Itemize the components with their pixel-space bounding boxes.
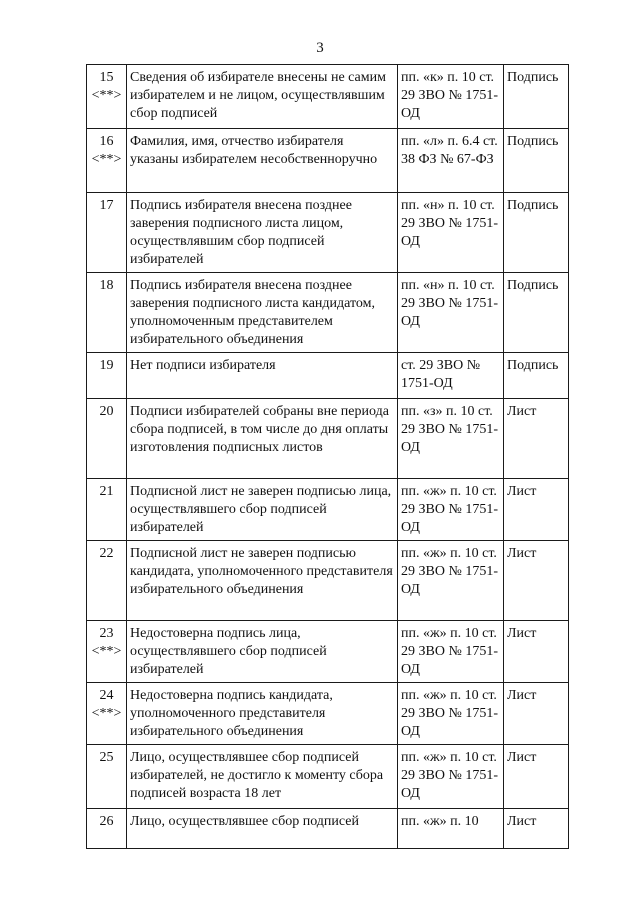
row-legal-reference: пп. «к» п. 10 ст. 29 ЗВО № 1751-ОД	[398, 65, 504, 129]
row-invalidation-type: Подпись	[504, 273, 569, 353]
row-description: Недостоверна подпись лица, осуществлявшего сбор подписей избирателей	[127, 621, 398, 683]
row-legal-reference: пп. «з» п. 10 ст. 29 ЗВО № 1751-ОД	[398, 399, 504, 479]
row-description: Подпись избирателя внесена позднее заверения подписного листа кандидатом, уполномоченным представителем избирательного объединения	[127, 273, 398, 353]
table-row	[87, 745, 569, 809]
table-row	[87, 353, 569, 399]
table-row	[87, 129, 569, 193]
row-invalidation-type: Подпись	[504, 129, 569, 193]
row-description: Подпись избирателя внесена позднее заверения подписного листа лицом, осуществлявшим сбор подписей избирателей	[127, 193, 398, 273]
table-row	[87, 399, 569, 479]
row-number: 17	[87, 193, 127, 273]
row-description: Подписи избирателей собраны вне периода сбора подписей, в том числе до дня оплаты изготовления подписных листов	[127, 399, 398, 479]
row-number: 16 <**>	[87, 129, 127, 193]
row-description: Сведения об избирателе внесены не самим избирателем и не лицом, осуществлявшим сбор подписей	[127, 65, 398, 129]
row-invalidation-type: Лист	[504, 479, 569, 541]
table-row	[87, 683, 569, 745]
row-invalidation-type: Подпись	[504, 193, 569, 273]
row-invalidation-type: Лист	[504, 621, 569, 683]
row-legal-reference: пп. «ж» п. 10 ст. 29 ЗВО № 1751-ОД	[398, 683, 504, 745]
row-invalidation-type: Подпись	[504, 353, 569, 399]
page-number: 3	[316, 40, 324, 56]
table-row	[87, 809, 569, 849]
row-number: 21	[87, 479, 127, 541]
row-legal-reference: пп. «л» п. 6.4 ст. 38 ФЗ № 67-ФЗ	[398, 129, 504, 193]
row-number: 22	[87, 541, 127, 621]
row-description: Лицо, осуществлявшее сбор подписей избирателей, не достигло к моменту сбора подписей возраста 18 лет	[127, 745, 398, 809]
row-number: 19	[87, 353, 127, 399]
table-row	[87, 273, 569, 353]
row-invalidation-type: Лист	[504, 541, 569, 621]
table-row	[87, 193, 569, 273]
table-row	[87, 479, 569, 541]
row-invalidation-type: Подпись	[504, 65, 569, 129]
row-description: Лицо, осуществлявшее сбор подписей	[127, 809, 398, 849]
row-invalidation-type: Лист	[504, 809, 569, 849]
row-invalidation-type: Лист	[504, 745, 569, 809]
row-number: 26	[87, 809, 127, 849]
row-legal-reference: пп. «н» п. 10 ст. 29 ЗВО № 1751-ОД	[398, 273, 504, 353]
row-invalidation-type: Лист	[504, 683, 569, 745]
row-legal-reference: пп. «ж» п. 10 ст. 29 ЗВО № 1751-ОД	[398, 745, 504, 809]
table-row	[87, 65, 569, 129]
row-description: Фамилия, имя, отчество избирателя указаны избирателем несобственноручно	[127, 129, 398, 193]
violations-table	[86, 64, 569, 849]
row-legal-reference: пп. «ж» п. 10 ст. 29 ЗВО № 1751-ОД	[398, 541, 504, 621]
table-row	[87, 621, 569, 683]
row-legal-reference: пп. «ж» п. 10	[398, 809, 504, 849]
row-number: 24 <**>	[87, 683, 127, 745]
row-number: 15 <**>	[87, 65, 127, 129]
row-legal-reference: пп. «н» п. 10 ст. 29 ЗВО № 1751-ОД	[398, 193, 504, 273]
row-number: 18	[87, 273, 127, 353]
row-number: 23 <**>	[87, 621, 127, 683]
row-description: Подписной лист не заверен подписью лица, осуществлявшего сбор подписей избирателей	[127, 479, 398, 541]
row-invalidation-type: Лист	[504, 399, 569, 479]
row-legal-reference: пп. «ж» п. 10 ст. 29 ЗВО № 1751-ОД	[398, 479, 504, 541]
row-description: Недостоверна подпись кандидата, уполномоченного представителя избирательного объединения	[127, 683, 398, 745]
row-number: 25	[87, 745, 127, 809]
table-row	[87, 541, 569, 621]
row-number: 20	[87, 399, 127, 479]
row-legal-reference: пп. «ж» п. 10 ст. 29 ЗВО № 1751-ОД	[398, 621, 504, 683]
row-legal-reference: ст. 29 ЗВО № 1751-ОД	[398, 353, 504, 399]
row-description: Подписной лист не заверен подписью кандидата, уполномоченного представителя избирательного объединения	[127, 541, 398, 621]
row-description: Нет подписи избирателя	[127, 353, 398, 399]
